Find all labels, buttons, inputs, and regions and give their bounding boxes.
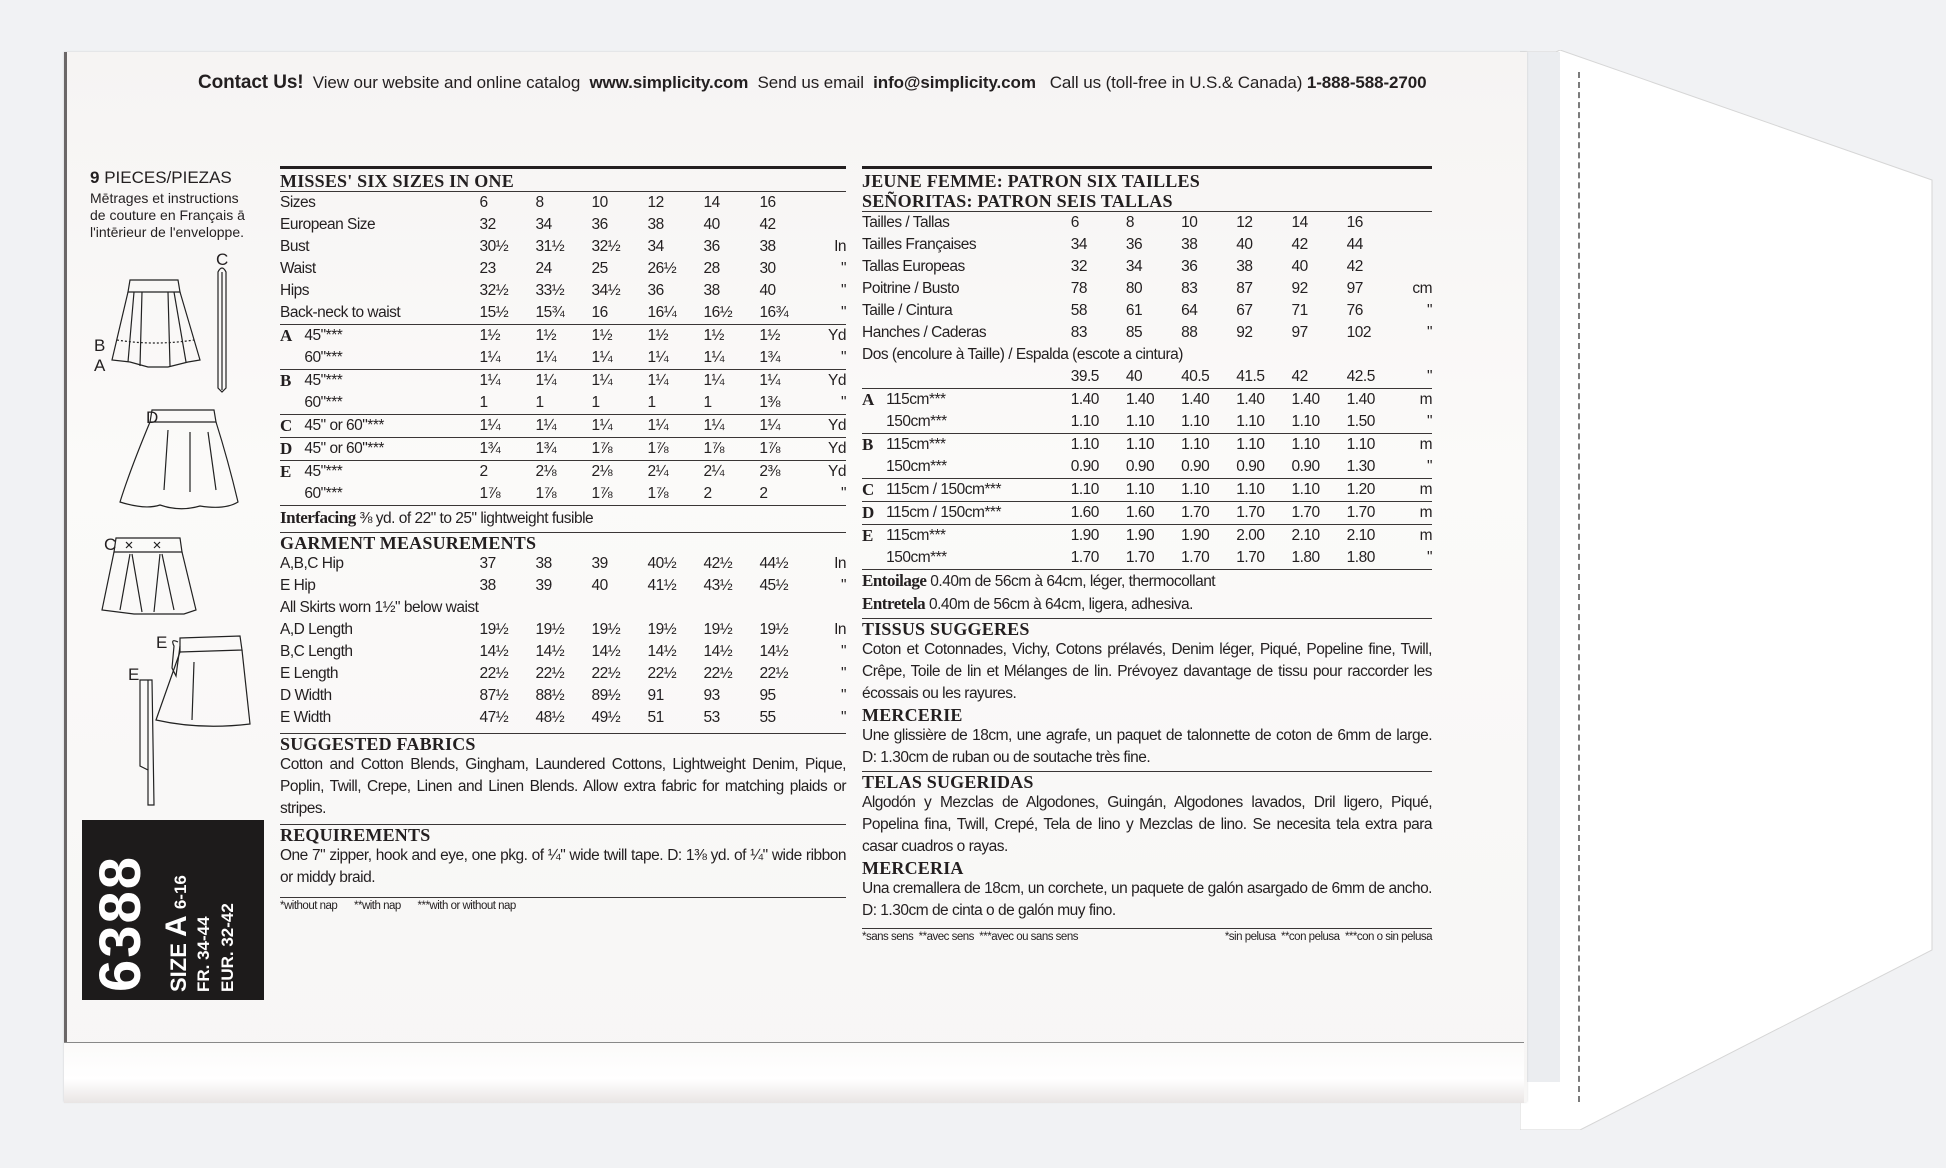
size-letter: A: [160, 915, 193, 937]
table-row: B 115cm*** 1.10 1.10 1.10 1.10 1.10 1.10 m: [862, 435, 1432, 454]
yardage-view-E: [862, 525, 1432, 569]
skirt-sketch-icon: [90, 250, 270, 810]
table-row: D 115cm / 150cm*** 1.60 1.60 1.70 1.70 1.70 1.70 m: [862, 503, 1432, 522]
table-row: 150cm*** 1.10 1.10 1.10 1.10 1.10 1.50 ": [886, 413, 1432, 430]
yardage-table: [280, 324, 846, 505]
table-row: E 45"*** 2 2⅛ 2⅛ 2¼ 2¼ 2⅜ Yd: [280, 462, 846, 481]
table-row: All Skirts worn 1½" below waist: [280, 599, 479, 616]
table-row: Bust 30½ 31½ 32½ 34 36 38 In: [280, 238, 846, 255]
yardage-view-D: [280, 438, 846, 460]
table-row: Taille / Cintura 58 61 64 67 71 76 ": [862, 302, 1432, 319]
french-spanish-column: JEUNE FEMME: PATRON SIX TAILLES SEÑORITAS: PATRON SEIS TALLAS Tailles / Tallas 6 8 10 12 14 16 Tailles Françaises 34 36 38 40 42 44 Tallas Europeas 32 34 36 38 40 42 Poitrine / Busto 78 80 83 87 92 97 cm Taille / Cintura 58 61 64 67 71 76 " Hanches / Caderas 83 85 88 92 97 102 " Dos (encolure à Taille) / Espalda (escote a cintura) 39.5 40 40.5 41.5 42 42.5 " A 115cm*** 1.40 1.40 1.40 1.40 1.40 1.40 m 150cm*** 1.10 1.10 1.10 1.10 1.10 1.50 " B 115cm*** 1.10 1.10 1.10 1.10 1.10 1.10 m 150cm*** 0.90 0.90 0.90 0.90 0.90 1.30 " C 115cm / 150cm*** 1.10 1.10 1.10 1.10 1.10 1.20 m D 115cm / 150cm*** 1.60 1.60 1.70 1.70 1.70 1.70 m E 115cm*** 1.90 1.90 1.90 2.00 2.10 2.10 m 150cm*** 1.70 1.70 1.70 1.70 1.80 1.80 " Entoilage 0.40m de 56cm à 64cm, léger, thermocollant Entretela 0.40m de 56cm à 64cm, ligera, adhesiva. TISSUS SUGGERES Coton et Cotonnades, Vichy, Cotons prélavés, Denim léger, Piqué, Popeline fine, Twill, Crêpe, Toile de lin et Mélanges de lin. Prévoyez davantage de tissu pour raccorder les écossais ou les rayures. MERCERIE Une glissière de 18cm, une agrafe, un paquet de talonnette de coton de 6mm de large. D: 1.30cm de ruban ou de soutache très fine. TELAS SUGERIDAS Algodón y Mezclas de Algodones, Guingán, Algodones lavados, Dril ligero, Piqué, Popelina fina, Twill, Crepé, Tela de lino y Mezclas de lino. Se necesita tela extra para casar cuadros o rayas. MERCERIA Una cremallera de 18cm, un corchete, un paquete de galón asargado de 6mm de ancho. D: 1.30cm de cinta o de galón muy fino. *sans sens **avec sens ***avec ou sans sens *sin pelusa **con pelusa ***con o sin pelusa: [862, 166, 1432, 945]
table-row: Hips 32½ 33½ 34½ 36 38 40 ": [280, 282, 846, 299]
table-row: Poitrine / Busto 78 80 83 87 92 97 cm: [862, 280, 1432, 297]
table-row: E Hip 38 39 40 41½ 43½ 45½ ": [280, 577, 846, 594]
table-row: D Width 87½ 88½ 89½ 91 93 95 ": [280, 687, 846, 704]
table-row: Tailles / Tallas 6 8 10 12 14 16: [862, 214, 1363, 231]
pattern-number-label: 6388 SIZE A 6-16 FR. 34-44 EUR. 32-42: [82, 820, 264, 1000]
footnotes-fr-es: *sans sens **avec sens ***avec ou sans sens *sin pelusa **con pelusa ***con o sin pelusa: [862, 931, 1432, 943]
envelope-side-flap: [1520, 50, 1946, 1130]
table-row: A 115cm*** 1.40 1.40 1.40 1.40 1.40 1.40 m: [862, 390, 1432, 409]
contact-title: Contact Us!: [198, 72, 304, 93]
misses-title: MISSES' SIX SIZES IN ONE: [280, 171, 514, 191]
table-row: Sizes 6 8 10 12 14 16: [280, 194, 776, 211]
table-row: A,D Length 19½ 19½ 19½ 19½ 19½ 19½ In: [280, 621, 846, 638]
table-row: 60"*** 1 1 1 1 1 1⅜ ": [304, 394, 846, 411]
view-sketches: C B A D C E E: [90, 250, 270, 810]
table-row: Tailles Françaises 34 36 38 40 42 44: [862, 236, 1363, 253]
table-row: E 115cm*** 1.90 1.90 1.90 2.00 2.10 2.10 m: [862, 526, 1432, 545]
yardage-view-B: [862, 434, 1432, 478]
envelope-bottom-flap: [64, 1042, 1524, 1103]
yardage-view-A: [862, 389, 1432, 433]
table-row: Hanches / Caderas 83 85 88 92 97 102 ": [862, 324, 1432, 341]
table-row: European Size 32 34 36 38 40 42: [280, 216, 776, 233]
envelope-seam: [1578, 72, 1580, 1102]
yardage-view-C: [280, 415, 846, 437]
table-row: E Width 47½ 48½ 49½ 51 53 55 ": [280, 709, 846, 726]
pieces-heading: PIECES/PIEZAS: [104, 168, 232, 187]
garment-measurements-table: [280, 553, 846, 729]
body-measurements-table: [280, 192, 846, 324]
suggested-fabrics-text: Cotton and Cotton Blends, Gingham, Laundered Cottons, Lightweight Denim, Pique, Poplin, Twill, Crepe, Linen and Linen Blends. Allow extra fabric for matching plaids or stripes.: [280, 756, 846, 817]
table-row: A,B,C Hip 37 38 39 40½ 42½ 44½ In: [280, 555, 846, 572]
table-row: 150cm*** 0.90 0.90 0.90 0.90 0.90 1.30 ": [886, 458, 1432, 475]
phone-number: 1-888-588-2700: [1306, 73, 1427, 92]
table-row: 60"*** 1¼ 1¼ 1¼ 1¼ 1¼ 1¾ ": [304, 349, 846, 366]
table-row: C 45" or 60"*** 1¼ 1¼ 1¼ 1¼ 1¼ 1¼ Yd: [280, 416, 846, 435]
table-row: 150cm*** 1.70 1.70 1.70 1.70 1.80 1.80 ": [886, 549, 1432, 566]
table-row: D 45" or 60"*** 1¾ 1¾ 1⅞ 1⅞ 1⅞ 1⅞ Yd: [280, 439, 846, 458]
body-measurements-table-fr: [862, 212, 1432, 344]
table-row: Back-neck to waist 15½ 15¾ 16 16¼ 16½ 16¾ ": [280, 304, 846, 321]
yardage-view-D: [862, 502, 1432, 524]
pattern-number: 6388: [88, 854, 153, 992]
email-link[interactable]: info@simplicity.com: [873, 73, 1036, 92]
table-row: C 115cm / 150cm*** 1.10 1.10 1.10 1.10 1.10 1.20 m: [862, 480, 1432, 499]
yardage-view-E: [280, 461, 846, 505]
yardage-table-fr: [862, 388, 1432, 569]
requirements-text: One 7" zipper, hook and eye, one pkg. of ¼" wide twill tape. D: 1⅜ yd. of ¼" wide ribbon or middy braid.: [280, 847, 846, 886]
website-link[interactable]: www.simplicity.com: [589, 73, 749, 92]
table-row: B,C Length 14½ 14½ 14½ 14½ 14½ 14½ ": [280, 643, 846, 660]
english-column: MISSES' SIX SIZES IN ONE Sizes 6 8 10 12 14 16 European Size 32 34 36 38 40 42 Bust 30½ 31½ 32½ 34 36 38 In Waist 23 24 25 26½ 28 30 " Hips 32½ 33½ 34½ 36 38 40 " Back-neck to waist 15½ 15¾ 16 16¼ 16½ 16¾ " A 45"*** 1½ 1½ 1½ 1½ 1½ 1½ Yd 60"*** 1¼ 1¼ 1¼ 1¼ 1¼ 1¾ " B 45"*** 1¼ 1¼ 1¼ 1¼ 1¼ 1¼ Yd 60"*** 1 1 1 1 1 1⅜ " C 45" or 60"*** 1¼ 1¼ 1¼ 1¼ 1¼ 1¼ Yd D 45" or 60"*** 1¾ 1¾ 1⅞ 1⅞ 1⅞ 1⅞ Yd E 45"*** 2 2⅛ 2⅛ 2¼ 2¼ 2⅜ Yd 60"*** 1⅞ 1⅞ 1⅞ 1⅞ 2 2 " Interfacing ⅜ yd. of 22" to 25" lightweight fusible GARMENT MEASUREMENTS A,B,C Hip 37 38 39 40½ 42½ 44½ In E Hip 38 39 40 41½ 43½ 45½ " All Skirts worn 1½" below waist A,D Length 19½ 19½ 19½ 19½ 19½ 19½ In B,C Length 14½ 14½ 14½ 14½ 14½ 14½ " E Length 22½ 22½ 22½ 22½ 22½ 22½ " D Width 87½ 88½ 89½ 91 93 95 " E Width 47½ 48½ 49½ 51 53 55 " SUGGESTED FABRICS Cotton and Cotton Blends, Gingham, Laundered Cottons, Lightweight Denim, Pique, Poplin, Twill, Crepe, Linen and Linen Blends. Allow extra fabric for matching plaids or stripes. REQUIREMENTS One 7" zipper, hook and eye, one pkg. of ¼" wide twill tape. D: 1⅜ yd. of ¼" wide ribbon or middy braid. *without nap **with nap ***with or without nap: [280, 166, 846, 914]
table-row: A 45"*** 1½ 1½ 1½ 1½ 1½ 1½ Yd: [280, 326, 846, 345]
contact-bar: Contact Us! View our website and online catalog www.simplicity.com Send us email info@simplicity.com Call us (toll-free in U.S.& Canada) 1-888-588-2700: [198, 72, 1427, 93]
yardage-view-B: [280, 370, 846, 414]
table-row: Tallas Europeas 32 34 36 38 40 42: [862, 258, 1363, 275]
yardage-view-A: [280, 325, 846, 369]
table-row: E Length 22½ 22½ 22½ 22½ 22½ 22½ ": [280, 665, 846, 682]
yardage-view-C: [862, 479, 1432, 501]
footnotes: *without nap **with nap ***with or without nap: [280, 900, 516, 912]
pieces-count: 9: [90, 168, 100, 187]
table-row: B 45"*** 1¼ 1¼ 1¼ 1¼ 1¼ 1¼ Yd: [280, 371, 846, 390]
table-row: Waist 23 24 25 26½ 28 30 ": [280, 260, 846, 277]
pieces-info: 9 PIECES/PIEZAS Mētrages et instructions de couture en Français ā l'intērieur de l'enveloppe.: [90, 168, 245, 240]
table-row: 60"*** 1⅞ 1⅞ 1⅞ 1⅞ 2 2 ": [304, 485, 846, 502]
